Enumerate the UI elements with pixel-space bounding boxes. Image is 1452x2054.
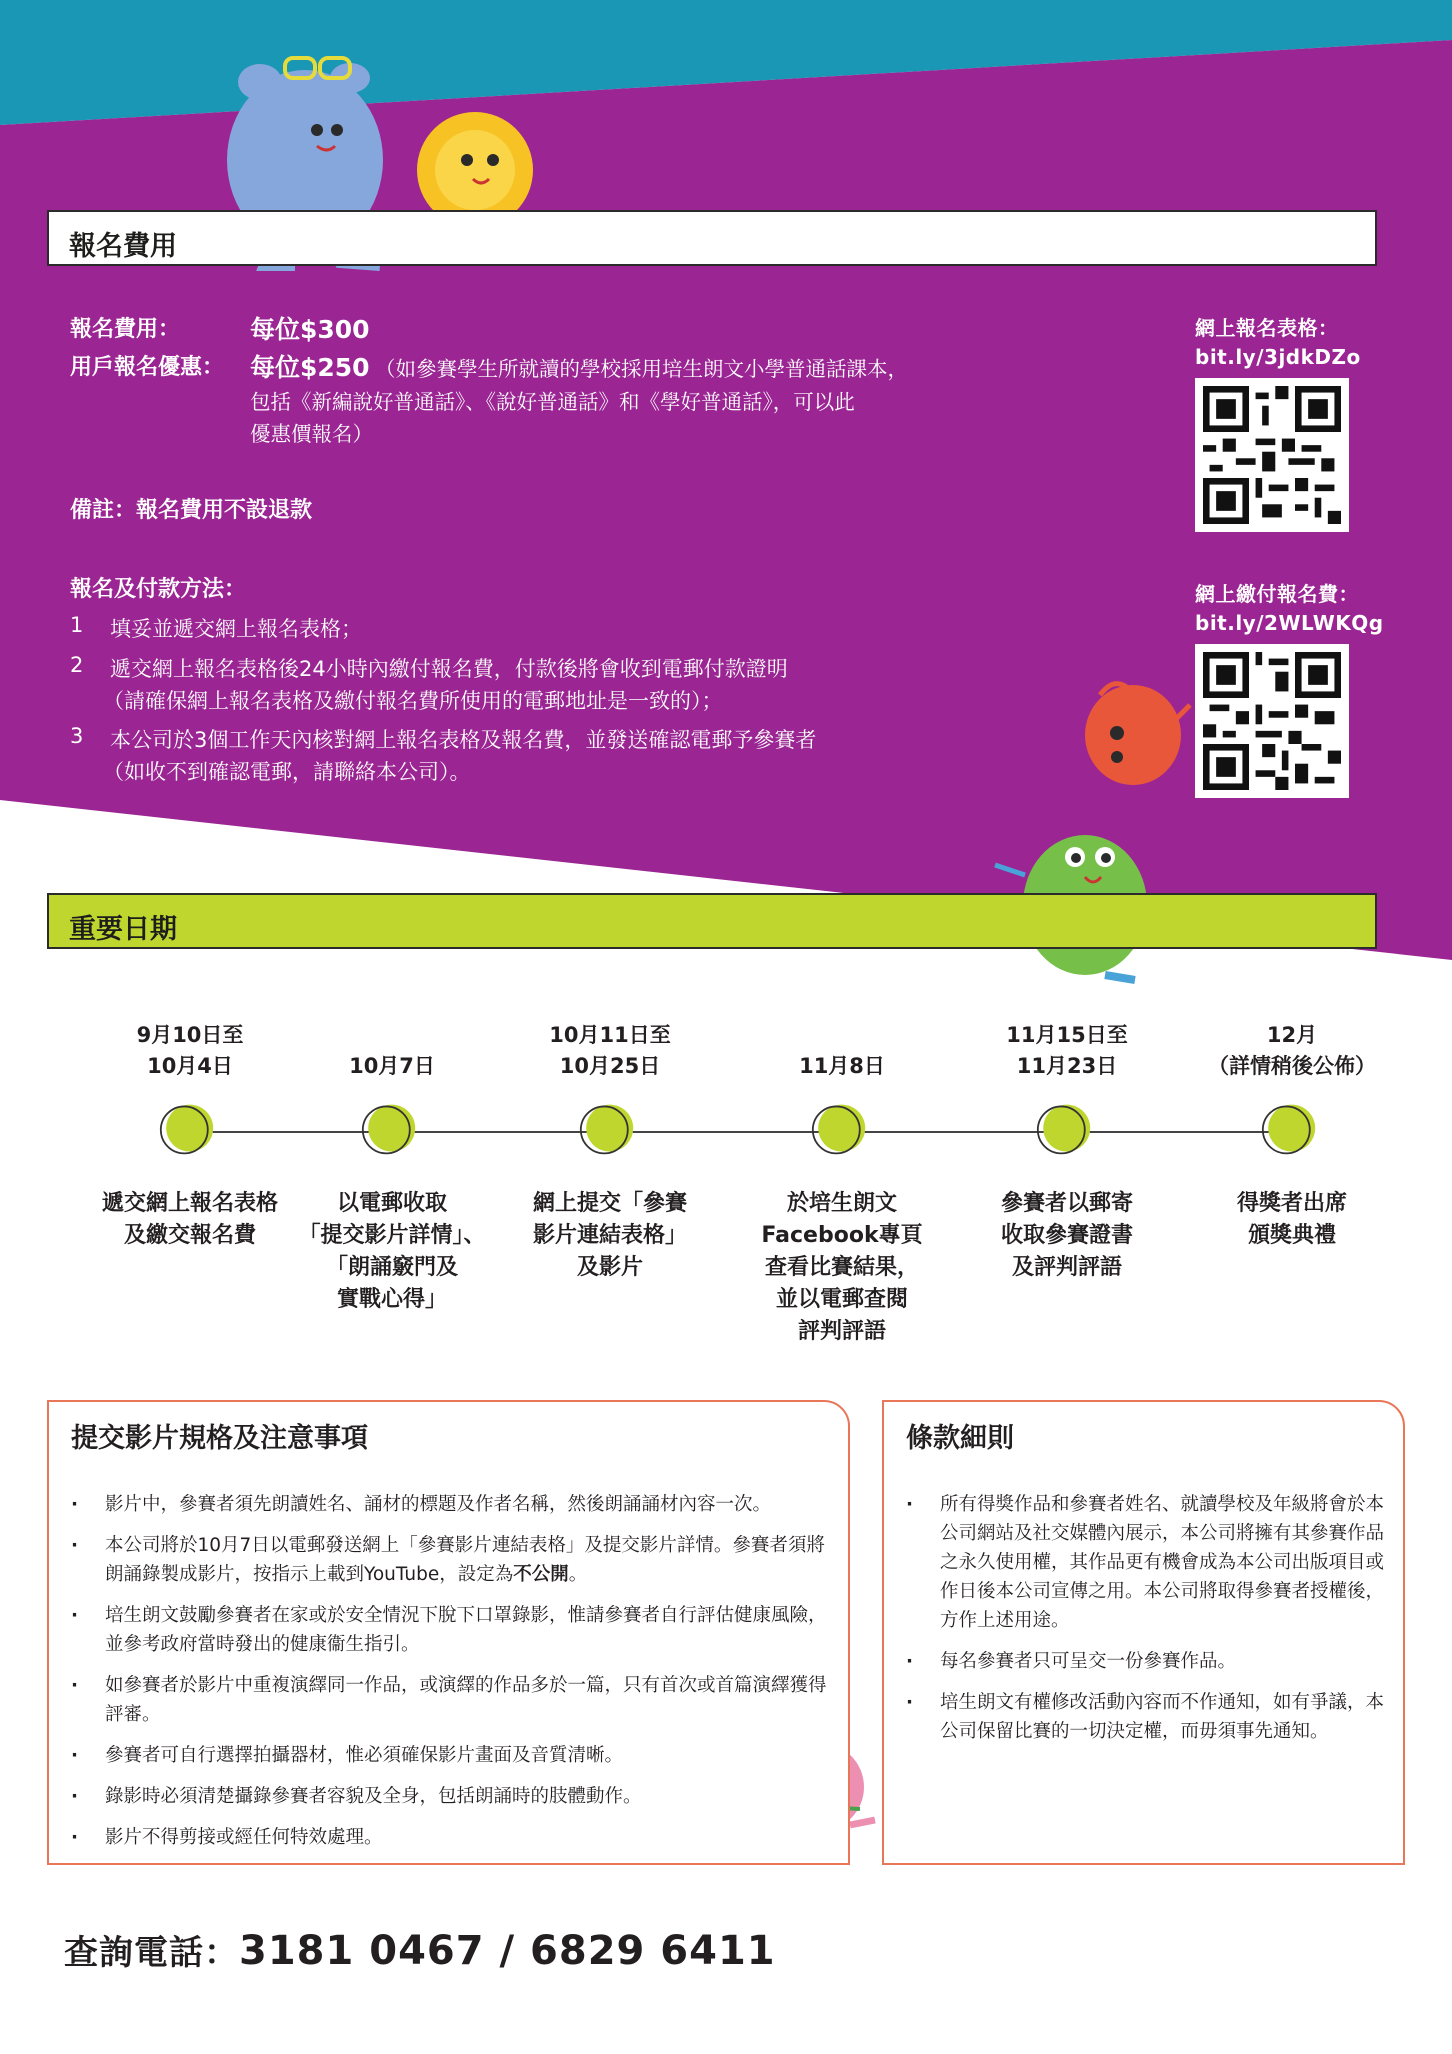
milestone-description [732, 1188, 952, 1348]
qr2-url[interactable]: bit.ly/2WLWKQg [1195, 611, 1384, 635]
milestone-description [500, 1188, 720, 1284]
discount-note-line1: （如參賽學生所就讀的學校採用培生朗文小學普通話課本， [375, 357, 908, 381]
fee-label: 報名費用： [70, 317, 181, 342]
list-item: · 所有得獎作品和參賽者姓名、就讀學校及年級將會於本公司網站及社交媒體內展示，本公司將擁有其參賽作品之永久使用權，其作品更有機會成為本公司出版項目或作日後本公司宣傳之用。本公司將取得參賽者授權後，方作上述用途。 [906, 1490, 1394, 1635]
refund-remark: 備註：報名費用不設退款 [70, 498, 313, 523]
milestone-description-line: Facebook專頁 [761, 1223, 923, 1248]
list-item: · 影片不得剪接或經任何特效處理。 [71, 1823, 841, 1852]
terms-title: 條款細則 [906, 1423, 1014, 1454]
qr1-url[interactable]: bit.ly/3jdkDZo [1195, 345, 1361, 369]
milestone-description-line: 評判評語 [797, 1319, 886, 1344]
qr-pattern-icon [1203, 652, 1341, 790]
list-item-text: 本公司將於10月7日以電郵發送網上「參賽影片連結表格」及提交影片詳情。參賽者須將朗誦錄製成影片，按指示上載到YouTube，設定為 [105, 1535, 825, 1585]
milestone-description-line: 得獎者出席 [1236, 1191, 1347, 1216]
list-item: · 影片中，參賽者須先朗讀姓名、誦材的標題及作者名稱，然後朗誦誦材內容一次。 [71, 1490, 841, 1519]
qr-pattern-icon [1203, 386, 1341, 524]
milestone-description-line: 並以電郵查閱 [775, 1287, 908, 1312]
qr-code-registration-form[interactable] [1195, 378, 1349, 532]
milestone-date-end: （詳情稍後公佈） [1208, 1054, 1376, 1078]
timeline-line [0, 1100, 1452, 1140]
milestone-description-line: 於培生朗文 [786, 1191, 897, 1216]
list-item: · 每名參賽者只可呈交一份參賽作品。 [906, 1647, 1394, 1676]
list-item: · 錄影時必須清楚攝錄參賽者容貌及全身，包括朗誦時的肢體動作。 [71, 1782, 841, 1811]
terms-box [882, 1400, 1405, 1865]
milestone-description-line: 參賽者以郵寄 [1000, 1191, 1133, 1216]
step-2-number: 2 [70, 653, 84, 677]
timeline-node-icon [811, 1101, 867, 1157]
timeline-node-icon [1036, 1101, 1092, 1157]
milestone-date-start: 12月 [1266, 1023, 1318, 1047]
red-mascot-illustration [1075, 665, 1195, 800]
video-rules-list [71, 1490, 841, 1864]
milestone-date-start: 10月11日至 [549, 1023, 671, 1047]
list-item: · 如參賽者於影片中重複演繹同一作品，或演繹的作品多於一篇，只有首次或首篇演繹獲得評審。 [71, 1671, 841, 1729]
milestone-description-line: 及繳交報名費 [123, 1223, 256, 1248]
milestone-description-line: 收取參賽證書 [1000, 1223, 1133, 1248]
milestone-description-line: 網上提交「參賽 [532, 1191, 687, 1216]
milestone-description-line: 頒獎典禮 [1247, 1223, 1336, 1248]
list-item [71, 1531, 841, 1589]
milestone-date-end: 10月4日 [147, 1054, 233, 1078]
milestone-description-line: 「朗誦竅門及 [325, 1255, 458, 1280]
milestone-date-end: 10月25日 [559, 1054, 661, 1078]
terms-list [906, 1490, 1394, 1758]
step-2-line2: （請確保網上報名表格及繳付報名費所使用的電郵地址是一致的）； [103, 689, 723, 713]
video-rules-box [47, 1400, 850, 1865]
milestone-description [80, 1188, 300, 1252]
fees-section-header [47, 210, 1387, 276]
list-item-end: 。 [568, 1564, 588, 1585]
discount-value: 每位$250 [250, 353, 370, 382]
milestone-description [1182, 1188, 1402, 1252]
contact-phone [64, 1925, 776, 1974]
milestone-description-line: 查看比賽結果， [764, 1255, 919, 1280]
method-title: 報名及付款方法： [70, 577, 247, 602]
discount-note-line2: 包括《新編說好普通話》、《說好普通話》和《學好普通話》，可以此 [250, 390, 855, 414]
milestone-date-start: 9月10日至 [136, 1023, 244, 1047]
timeline-node-icon [579, 1101, 635, 1157]
list-item: · 培生朗文有權修改活動內容而不作通知，如有爭議，本公司保留比賽的一切決定權，而毋須事先通知。 [906, 1688, 1394, 1746]
timeline-node-icon [159, 1101, 215, 1157]
milestone-description-line: 「提交影片詳情」、 [298, 1223, 486, 1248]
list-item: · 培生朗文鼓勵參賽者在家或於安全情況下脫下口罩錄影，惟請參賽者自行評估健康風險，並參考政府當時發出的健康衞生指引。 [71, 1601, 841, 1659]
milestone-description-line: 遞交網上報名表格 [101, 1191, 278, 1216]
fee-value: 每位$300 [250, 315, 370, 344]
contact-numbers[interactable]: 3181 0467 / 6829 6411 [239, 1928, 776, 1974]
milestone-description [957, 1188, 1177, 1284]
list-item-bold-text: 不公開 [513, 1564, 569, 1585]
milestone-date-end: 11月23日 [1016, 1054, 1118, 1078]
step-1-line1: 填妥並遞交網上報名表格； [110, 617, 362, 641]
milestone-date-end: 10月7日 [349, 1054, 435, 1078]
qr-code-payment[interactable] [1195, 644, 1349, 798]
step-3-number: 3 [70, 724, 84, 748]
milestone-date-end: 11月8日 [799, 1054, 885, 1078]
timeline-node-icon [1261, 1101, 1317, 1157]
list-item: · 參賽者可自行選擇拍攝器材，惟必須確保影片畫面及音質清晰。 [71, 1741, 841, 1770]
discount-label: 用戶報名優惠： [70, 355, 225, 380]
step-1-number: 1 [70, 613, 84, 637]
step-2-line1: 遞交網上報名表格後24小時內繳付報名費，付款後將會收到電郵付款證明 [110, 657, 788, 681]
step-3-line2: （如收不到確認電郵，請聯絡本公司）。 [103, 760, 471, 784]
timeline-node-icon [361, 1101, 417, 1157]
qr1-label: 網上報名表格： [1195, 316, 1339, 340]
step-3-line1: 本公司於3個工作天內核對網上報名表格及報名費，並發送確認電郵予參賽者 [110, 728, 817, 752]
qr2-label: 網上繳付報名費： [1195, 582, 1359, 606]
milestone-description-line: 及評判評語 [1011, 1255, 1122, 1280]
milestone-description-line: 及影片 [576, 1255, 643, 1280]
milestone-description-line: 影片連結表格」 [532, 1223, 687, 1248]
fees-section-title: 報名費用 [69, 231, 177, 262]
milestone-description [282, 1188, 502, 1316]
contact-label: 查詢電話： [64, 1933, 239, 1973]
milestone-date-start: 11月15日至 [1006, 1023, 1128, 1047]
dates-section-title: 重要日期 [69, 914, 177, 945]
video-rules-title: 提交影片規格及注意事項 [71, 1423, 368, 1454]
discount-note-line3: 優惠價報名） [250, 422, 373, 446]
milestone-description-line: 以電郵收取 [336, 1191, 447, 1216]
milestone-description-line: 實戰心得」 [336, 1287, 447, 1312]
dates-section-header [47, 893, 1387, 959]
